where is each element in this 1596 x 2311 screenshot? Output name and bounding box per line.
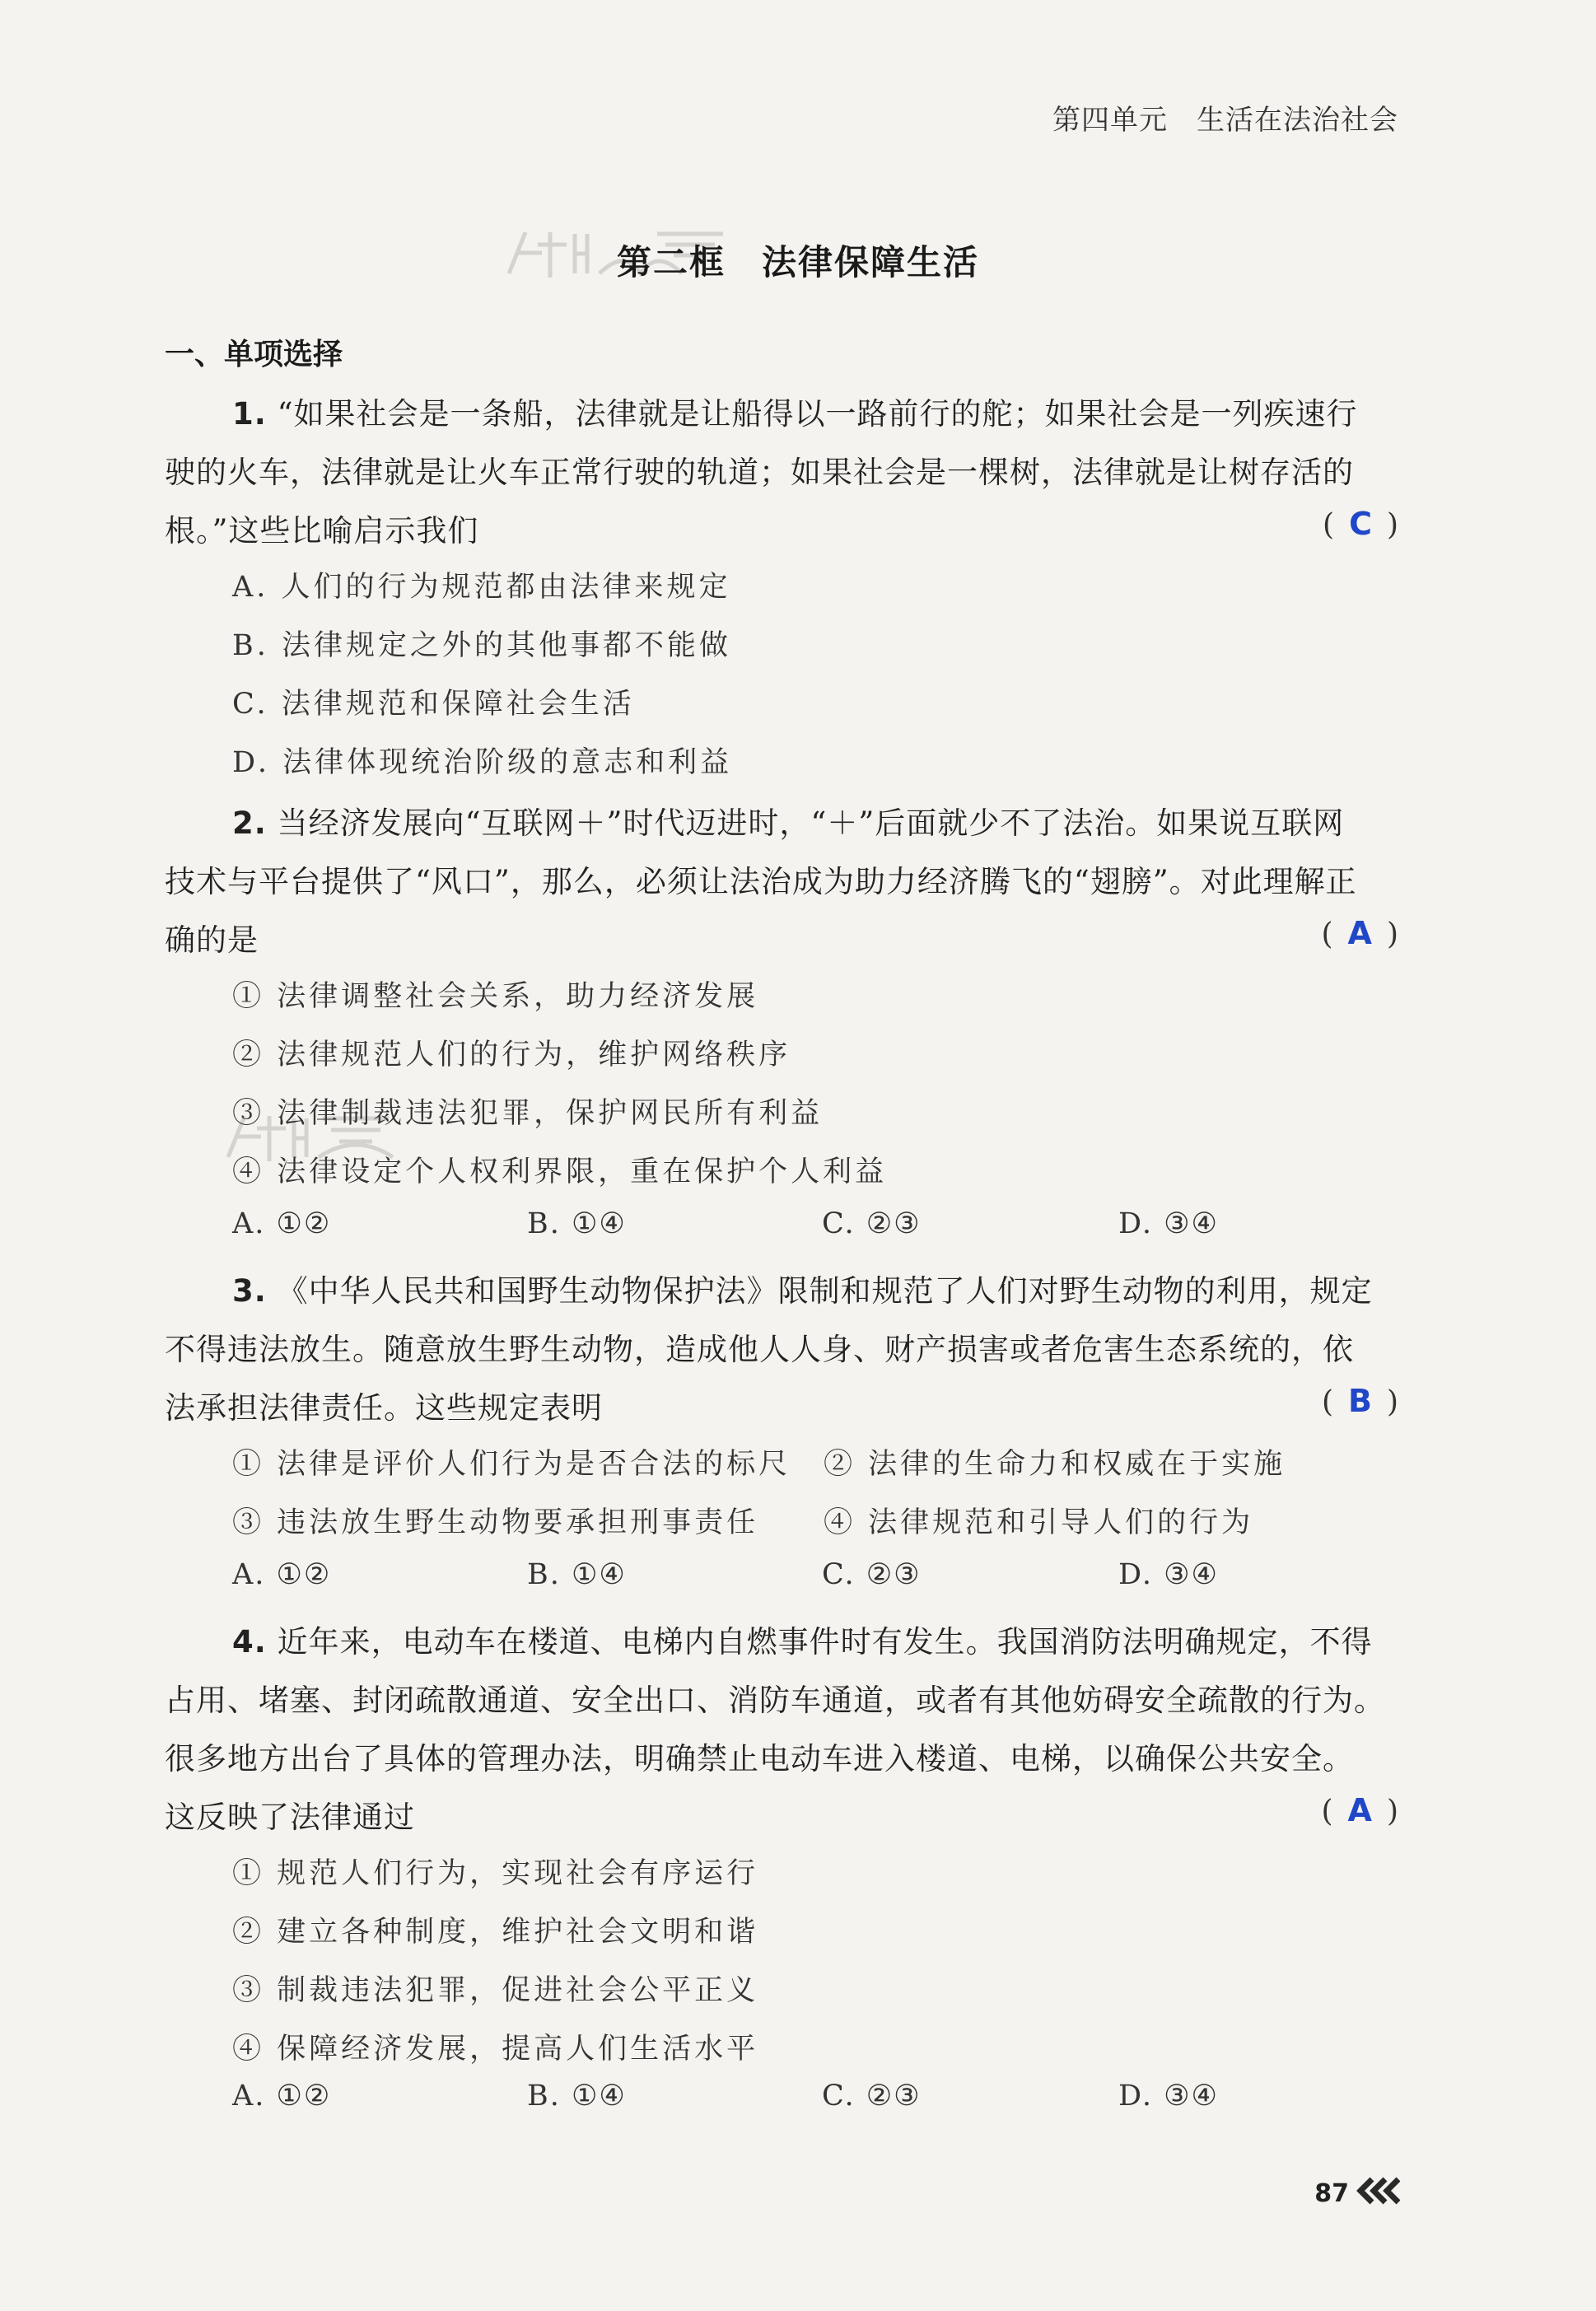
question-4-line-2: 占用、堵塞、封闭疏散通道、安全出口、消防车通道，或者有其他妨碍安全疏散的行为。 (165, 1683, 1385, 1718)
page-number: 87 (1314, 2179, 1349, 2208)
question-3-line-2: 不得违法放生。随意放生野生动物，造成他人人身、财产损害或者危害生态系统的，依 (165, 1332, 1354, 1367)
q3-statement-3: ③ 违法放生野生动物要承担刑事责任 (232, 1506, 759, 1539)
answer-2: ( A ) (1321, 915, 1398, 951)
question-3-line-3: 法承担法律责任。这些规定表明 (165, 1390, 603, 1426)
q2-choice-c: C. ②③ (822, 1207, 922, 1240)
q2-choice-d: D. ③④ (1118, 1207, 1219, 1240)
q1-option-c: C. 法律规范和保障社会生活 (232, 688, 635, 721)
q2-choice-b: B. ①④ (527, 1207, 627, 1240)
section-heading: 一、单项选择 (165, 338, 343, 371)
question-4-line-3: 很多地方出台了具体的管理办法，明确禁止电动车进入楼道、电梯，以确保公共安全。 (165, 1741, 1354, 1776)
page-title: 第二框 法律保障生活 (616, 242, 979, 282)
q3-choice-b: B. ①④ (527, 1558, 627, 1591)
question-2-line-3: 确的是 (165, 922, 259, 958)
double-chevron-left-icon (1354, 2174, 1400, 2207)
q4-choice-a: A. ①② (232, 2080, 332, 2113)
q1-option-a: A. 人们的行为规范都由法律来规定 (232, 571, 731, 604)
question-2-line-1: 2. 当经济发展向“互联网＋”时代迈进时，“＋”后面就少不了法治。如果说互联网 (232, 805, 1345, 841)
q1-option-d: D. 法律体现统治阶级的意志和利益 (232, 746, 733, 779)
question-1-line-3: 根。”这些比喻启示我们 (165, 513, 479, 549)
question-1-line-2: 驶的火车，法律就是让火车正常行驶的轨道；如果社会是一棵树，法律就是让树存活的 (165, 455, 1354, 490)
q2-statement-3: ③ 法律制裁违法犯罪，保护网民所有利益 (232, 1097, 824, 1130)
answer-4: ( A ) (1321, 1792, 1398, 1828)
q3-statement-4: ④ 法律规范和引导人们的行为 (824, 1506, 1254, 1539)
q3-statement-1: ① 法律是评价人们行为是否合法的标尺 (232, 1448, 791, 1481)
question-4-line-4: 这反映了法律通过 (165, 1800, 415, 1835)
q4-statement-4: ④ 保障经济发展，提高人们生活水平 (232, 2033, 759, 2066)
question-3-line-1: 3. 《中华人民共和国野生动物保护法》限制和规范了人们对野生动物的利用，规定 (232, 1273, 1373, 1309)
q4-statement-1: ① 规范人们行为，实现社会有序运行 (232, 1857, 759, 1890)
q2-statement-2: ② 法律规范人们的行为，维护网络秩序 (232, 1039, 791, 1071)
q4-choice-c: C. ②③ (822, 2080, 922, 2113)
q3-choice-c: C. ②③ (822, 1558, 922, 1591)
q3-choice-a: A. ①② (232, 1558, 332, 1591)
q4-choice-b: B. ①④ (527, 2080, 627, 2113)
q2-statement-4: ④ 法律设定个人权利界限，重在保护个人利益 (232, 1156, 888, 1188)
q2-choice-a: A. ①② (232, 1207, 332, 1240)
q4-choice-d: D. ③④ (1118, 2080, 1219, 2113)
question-2-line-2: 技术与平台提供了“风口”，那么，必须让法治成为助力经济腾飞的“翅膀”。对此理解正 (165, 864, 1357, 899)
q1-option-b: B. 法律规定之外的其他事都不能做 (232, 629, 731, 662)
question-4-line-1: 4. 近年来，电动车在楼道、电梯内自燃事件时有发生。我国消防法明确规定，不得 (232, 1624, 1373, 1660)
watermark-logo (216, 1104, 405, 1170)
answer-1: ( C ) (1323, 506, 1398, 542)
running-header: 第四单元 生活在法治社会 (1052, 104, 1398, 137)
q2-statement-1: ① 法律调整社会关系，助力经济发展 (232, 980, 759, 1013)
question-1-line-1: 1. “如果社会是一条船，法律就是让船得以一路前行的舵；如果社会是一列疾速行 (232, 396, 1358, 432)
q4-statement-3: ③ 制裁违法犯罪，促进社会公平正义 (232, 1974, 759, 2007)
answer-3: ( B ) (1321, 1383, 1398, 1419)
q4-statement-2: ② 建立各种制度，维护社会文明和谐 (232, 1916, 759, 1949)
q3-statement-2: ② 法律的生命力和权威在于实施 (824, 1448, 1286, 1481)
q3-choice-d: D. ③④ (1118, 1558, 1219, 1591)
